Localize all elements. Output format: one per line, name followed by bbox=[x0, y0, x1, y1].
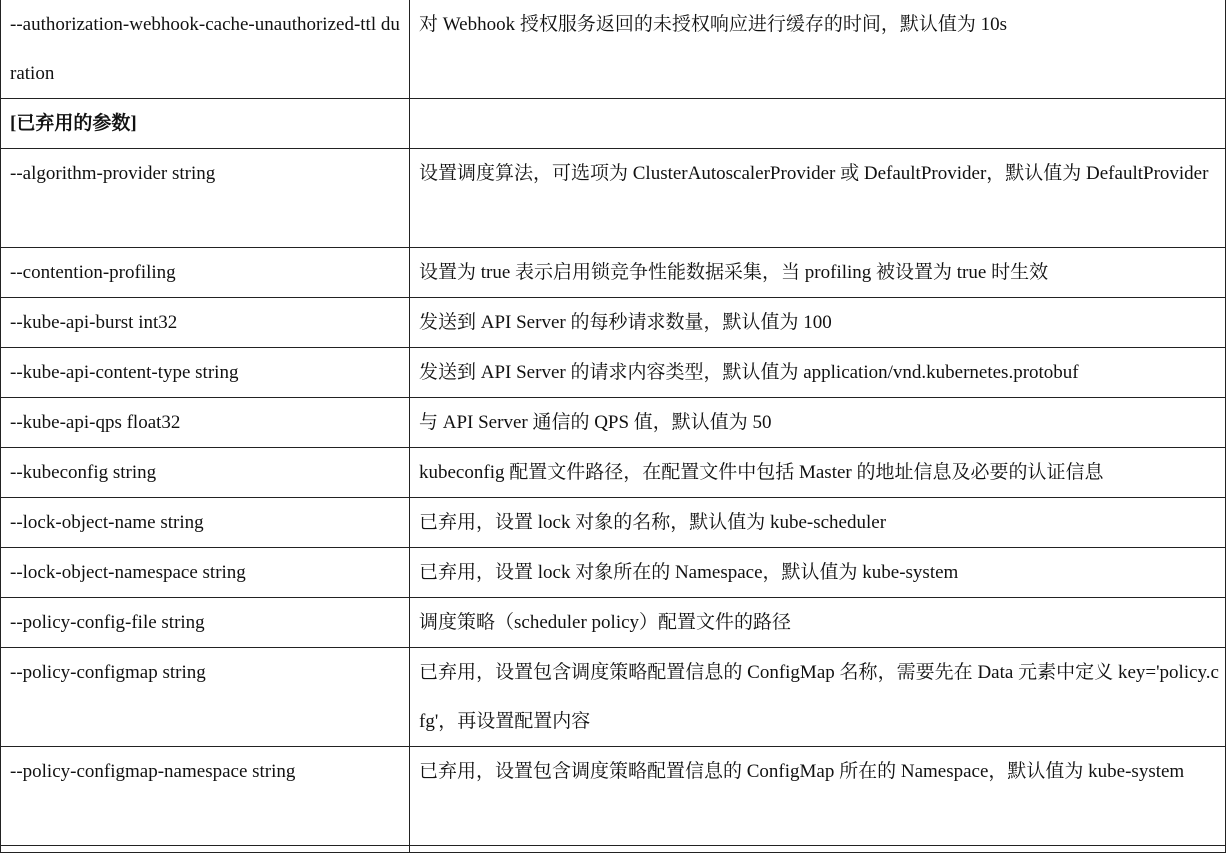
description-cell: 对 Webhook 授权服务返回的未授权响应进行缓存的时间，默认值为 10s bbox=[410, 0, 1226, 99]
table-row bbox=[1, 298, 1226, 348]
param-cell: --kube-api-content-type string bbox=[1, 348, 410, 398]
description-cell: 设置调度算法，可选项为 ClusterAutoscalerProvider 或 DefaultProvider，默认值为 DefaultProvider bbox=[410, 149, 1226, 248]
table-row bbox=[1, 448, 1226, 498]
table-row bbox=[1, 648, 1226, 747]
description-cell: kubeconfig 配置文件路径，在配置文件中包括 Master 的地址信息及必要的认证信息 bbox=[410, 448, 1226, 498]
table-row bbox=[1, 0, 1226, 99]
param-cell: --kube-api-qps float32 bbox=[1, 398, 410, 448]
param-cell: --authorization-webhook-cache-unauthorized-ttl duration bbox=[1, 0, 410, 99]
description-cell: 发送到 API Server 的每秒请求数量，默认值为 100 bbox=[410, 298, 1226, 348]
table-row bbox=[1, 747, 1226, 846]
description-cell: 调度策略（scheduler policy）配置文件的路径 bbox=[410, 598, 1226, 648]
table-row bbox=[1, 248, 1226, 298]
param-cell: --contention-profiling bbox=[1, 248, 410, 298]
empty-cell bbox=[410, 846, 1226, 853]
param-cell: --policy-config-file string bbox=[1, 598, 410, 648]
table-row bbox=[1, 548, 1226, 598]
table-row bbox=[1, 149, 1226, 248]
description-cell: 发送到 API Server 的请求内容类型，默认值为 application/vnd.kubernetes.protobuf bbox=[410, 348, 1226, 398]
description-cell: 已弃用，设置包含调度策略配置信息的 ConfigMap 名称，需要先在 Data 元素中定义 key='policy.cfg'，再设置配置内容 bbox=[410, 648, 1226, 747]
param-cell: --lock-object-namespace string bbox=[1, 548, 410, 598]
table-row bbox=[1, 598, 1226, 648]
param-cell: --lock-object-name string bbox=[1, 498, 410, 548]
section-row bbox=[1, 99, 1226, 149]
table-row-continuation bbox=[1, 846, 1226, 853]
table-row bbox=[1, 398, 1226, 448]
description-cell: 已弃用，设置包含调度策略配置信息的 ConfigMap 所在的 Namespace，默认值为 kube-system bbox=[410, 747, 1226, 846]
empty-cell bbox=[410, 99, 1226, 149]
param-cell: --kubeconfig string bbox=[1, 448, 410, 498]
table-row bbox=[1, 498, 1226, 548]
description-cell: 与 API Server 通信的 QPS 值，默认值为 50 bbox=[410, 398, 1226, 448]
section-heading: [已弃用的参数] bbox=[1, 99, 410, 149]
param-cell: --algorithm-provider string bbox=[1, 149, 410, 248]
description-cell: 已弃用，设置 lock 对象的名称，默认值为 kube-scheduler bbox=[410, 498, 1226, 548]
description-cell: 设置为 true 表示启用锁竞争性能数据采集，当 profiling 被设置为 true 时生效 bbox=[410, 248, 1226, 298]
table-row bbox=[1, 348, 1226, 398]
empty-cell bbox=[1, 846, 410, 853]
description-cell: 已弃用，设置 lock 对象所在的 Namespace，默认值为 kube-system bbox=[410, 548, 1226, 598]
param-cell: --kube-api-burst int32 bbox=[1, 298, 410, 348]
param-cell: --policy-configmap-namespace string bbox=[1, 747, 410, 846]
param-cell: --policy-configmap string bbox=[1, 648, 410, 747]
